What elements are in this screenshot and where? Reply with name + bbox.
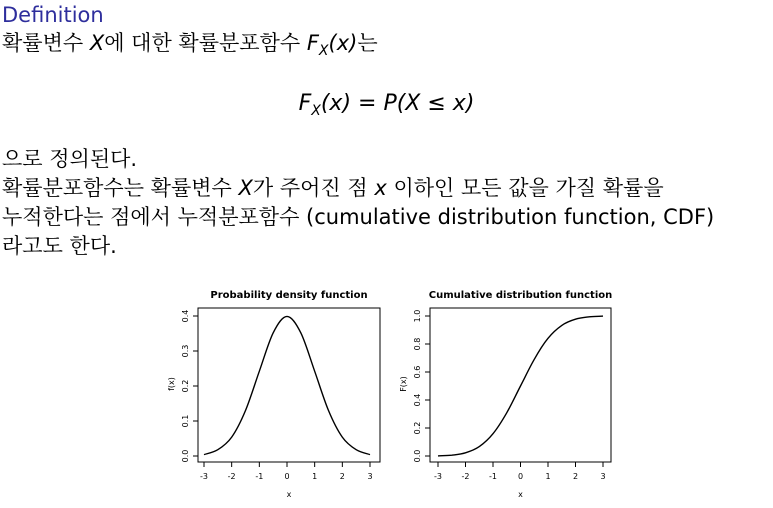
chart-title: Probability density function [210, 290, 368, 301]
line1-var: X [89, 31, 105, 55]
line1-pre: 확률변수 [2, 31, 90, 55]
x-tick-label: -3 [200, 472, 208, 481]
x-tick-label: -3 [434, 472, 442, 481]
line3-x: x [374, 176, 387, 200]
y-tick-label: 0.4 [413, 393, 422, 407]
line3-mid: 가 주어진 점 [252, 176, 375, 200]
eq-rhs: P(X ≤ x) [383, 91, 475, 116]
definition-line-2: 으로 정의된다. [2, 147, 138, 171]
y-tick-label: 0.4 [181, 309, 190, 323]
x-tick-label: -2 [461, 472, 470, 481]
chart-title: Cumulative distribution function [428, 290, 613, 301]
x-tick-label: 3 [367, 472, 373, 481]
x-axis-label: x [518, 490, 523, 499]
pdf-curve [204, 316, 370, 454]
x-axis-label: x [286, 490, 292, 499]
definition-heading: Definition [2, 3, 104, 27]
x-tick-label: 2 [572, 472, 579, 481]
cdf-curve [438, 316, 603, 456]
y-tick-label: 1.0 [413, 309, 422, 323]
y-tick-label: 0.2 [181, 379, 190, 393]
y-axis-label: F(x) [399, 376, 408, 392]
x-tick-label: 1 [545, 472, 551, 481]
line3-var: X [238, 176, 253, 200]
line3-pre: 확률분포함수는 확률변수 [2, 176, 239, 200]
definition-line-4: 누적한다는 점에서 누적분포함수 (cumulative distribution function, CDF) [2, 205, 715, 229]
y-tick-label: 0.0 [413, 449, 422, 463]
eq-lhs-sub: X [311, 103, 321, 119]
line1-fname: F [306, 31, 319, 55]
line1-post: 는 [357, 31, 378, 55]
plot-frame [198, 308, 380, 462]
y-tick-label: 0.0 [181, 449, 190, 463]
y-tick-label: 0.2 [413, 421, 422, 435]
y-tick-label: 0.3 [181, 344, 190, 358]
eq-lhs-arg: (x) = [320, 91, 384, 116]
y-axis-label: f(x) [167, 377, 176, 391]
x-tick-label: -2 [227, 472, 236, 481]
y-tick-label: 0.6 [413, 365, 422, 379]
line1-arg: (x) [328, 31, 358, 55]
x-tick-label: -1 [489, 472, 497, 481]
line1-sub: X [318, 43, 329, 59]
line1-mid: 에 대한 확률분포함수 [104, 31, 307, 55]
definition-line-5: 라고도 한다. [2, 234, 117, 258]
line3-post: 이하인 모든 값을 가질 확률을 [386, 176, 664, 200]
x-tick-label: 3 [600, 472, 606, 481]
y-tick-label: 0.8 [413, 337, 422, 351]
y-tick-label: 0.1 [181, 414, 190, 428]
x-tick-label: 1 [312, 472, 318, 481]
x-tick-label: -1 [255, 472, 264, 481]
x-tick-label: 2 [339, 472, 345, 481]
x-tick-label: 0 [284, 472, 290, 481]
eq-lhs-f: F [298, 91, 312, 116]
x-tick-label: 0 [517, 472, 524, 481]
